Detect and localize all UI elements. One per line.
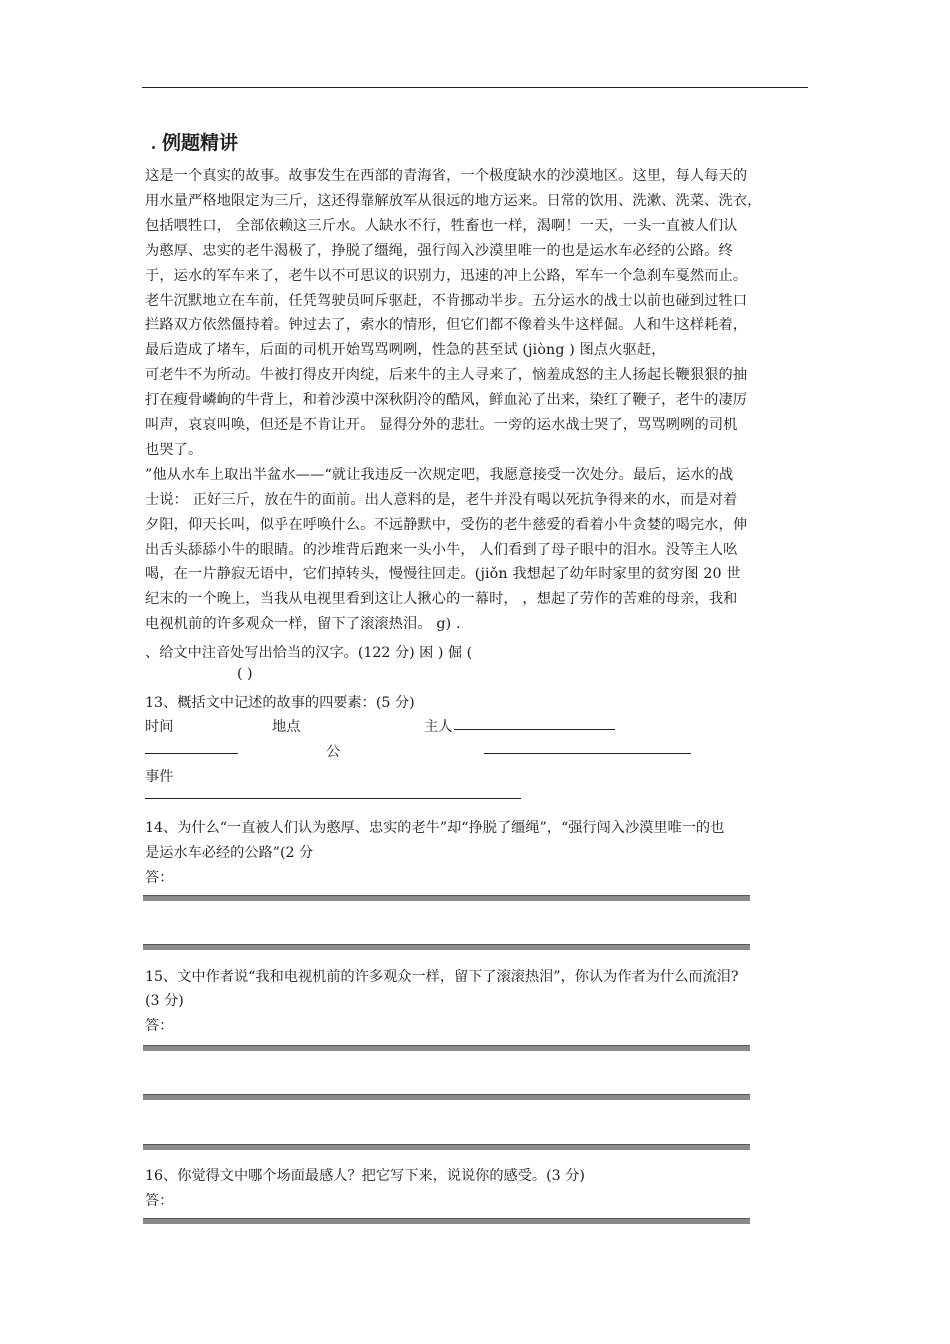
passage-line: 用水量严格地限定为三斤，这还得靠解放军从很远的地方运来。日常的饮用、洗漱、洗菜、洗衣， [145, 192, 762, 209]
passage-line: 出舌头舔舔小牛的眼睛。的沙堆背后跑来一头小牛， 人们看到了母子眼中的泪水。没等主人吆 [145, 541, 738, 558]
passage-line: 喝，在一片静寂无语中，它们掉转头，慢慢往回走。(jiǒn 我想起了幼年时家里的贫穷图 20 世 [145, 566, 741, 583]
header-rule [142, 87, 808, 88]
q13-place-label: 地点 [272, 719, 301, 735]
q13-place-blank[interactable] [484, 753, 691, 754]
q13-people-blank[interactable] [454, 729, 615, 730]
passage-line: 为憨厚、忠实的老牛渴极了，挣脱了缰绳，强行闯入沙漠里唯一的也是运水车必经的公路。终 [145, 242, 733, 259]
q14-line1: 14、为什么“一直被人们认为憨厚、忠实的老牛”却“挣脱了缰绳”，“强行闯入沙漠里唯一的也 [145, 820, 725, 836]
passage-line: 老牛沉默地立在车前，任凭驾驶员呵斥驱赶，不肯挪动半步。五分运水的战士以前也碰到过牲口 [145, 292, 748, 309]
q15-answer-line[interactable] [143, 1144, 750, 1150]
q16-answer-line[interactable] [143, 1218, 750, 1224]
q12-line2: ( ) [237, 666, 253, 682]
q13-time-blank[interactable] [145, 753, 238, 754]
q13-title: 13、概括文中记述的故事的四要素：(5 分) [145, 695, 415, 711]
passage-line: 可老牛不为所动。牛被打得皮开肉绽，后来牛的主人寻来了，恼羞成怒的主人扬起长鞭狠狠的抽 [145, 367, 748, 384]
q13-people-label: 主人 [424, 719, 453, 735]
q13-gong: 公 [326, 744, 341, 760]
bullet-dot [152, 146, 155, 149]
q15-answer-line[interactable] [143, 1094, 750, 1100]
passage-line: 士说： 正好三斤，放在牛的面前。出人意料的是，老牛并没有喝以死抗争得来的水，而是对着 [145, 491, 738, 508]
passage-line: 电视机前的许多观众一样，留下了滚滚热泪。 g) . [145, 616, 461, 633]
section-title: 例题精讲 [162, 132, 239, 154]
passage-line: 打在瘦骨嶙峋的牛背上，和着沙漠中深秋阴冷的酷风，鲜血沁了出来，染红了鞭子，老牛的凄厉 [145, 392, 748, 409]
passage-line: 纪末的一个晚上，当我从电视里看到这让人揪心的一幕时， ，想起了劳作的苦难的母亲，我和 [145, 591, 738, 608]
q16-answer-label: 答： [145, 1193, 174, 1209]
q15-line2: (3 分) [145, 993, 184, 1009]
q15-line1: 15、文中作者说“我和电视机前的许多观众一样，留下了滚滚热泪”，你认为作者为什么而流泪? [145, 969, 739, 985]
passage-line: 拦路双方依然僵持着。钟过去了，索水的情形，但它们都不像着头牛这样倔。人和牛这样耗着， [145, 317, 748, 334]
passage-line: 夕阳，仰天长叫，似乎在呼唤什么。不远静默中，受伤的老牛慈爱的看着小牛贪婪的喝完水，伸 [145, 516, 748, 533]
q14-answer-line[interactable] [143, 895, 750, 901]
q13-event-label: 事件 [145, 769, 174, 785]
passage-line: 于，运水的军车来了，老牛以不可思议的识别力，迅速的冲上公路，军车一个急刹车戛然而止。 [145, 267, 748, 284]
q14-answer-line[interactable] [143, 944, 750, 950]
passage-line: 最后造成了堵车，后面的司机开始骂骂咧咧，性急的甚至试 (jiòng ) 图点火驱赶， [145, 342, 666, 359]
q15-answer-line[interactable] [143, 1045, 750, 1051]
q16-line1: 16、你觉得文中哪个场面最感人？把它写下来，说说你的感受。(3 分) [145, 1168, 585, 1184]
passage-line: 也哭了。 [145, 441, 203, 458]
q12-line1: 、给文中注音处写出恰当的汉字。(122 分) 困 ) 倔 ( [145, 645, 473, 661]
passage-line: ”他从水车上取出半盆水——“就让我违反一次规定吧，我愿意接受一次处分。最后，运水的战 [145, 466, 734, 483]
passage-line: 这是一个真实的故事。故事发生在西部的青海省，一个极度缺水的沙漠地区。这里，每人每天的 [145, 168, 748, 184]
passage-line: 叫声，哀哀叫唤，但还是不肯让开。 显得分外的悲壮。一旁的运水战士哭了，骂骂咧咧的司机 [145, 417, 738, 433]
q14-line2: 是运水车必经的公路”(2 分 [145, 845, 314, 861]
q13-event-blank[interactable] [145, 798, 521, 799]
q14-answer-label: 答： [145, 870, 174, 886]
q13-time-label: 时间 [145, 719, 174, 735]
q15-answer-label: 答： [145, 1018, 174, 1034]
passage-line: 包括喂牲口， 全部依赖这三斤水。人缺水不行，牲畜也一样，渴啊！一天，一头一直被人们认 [145, 217, 738, 234]
